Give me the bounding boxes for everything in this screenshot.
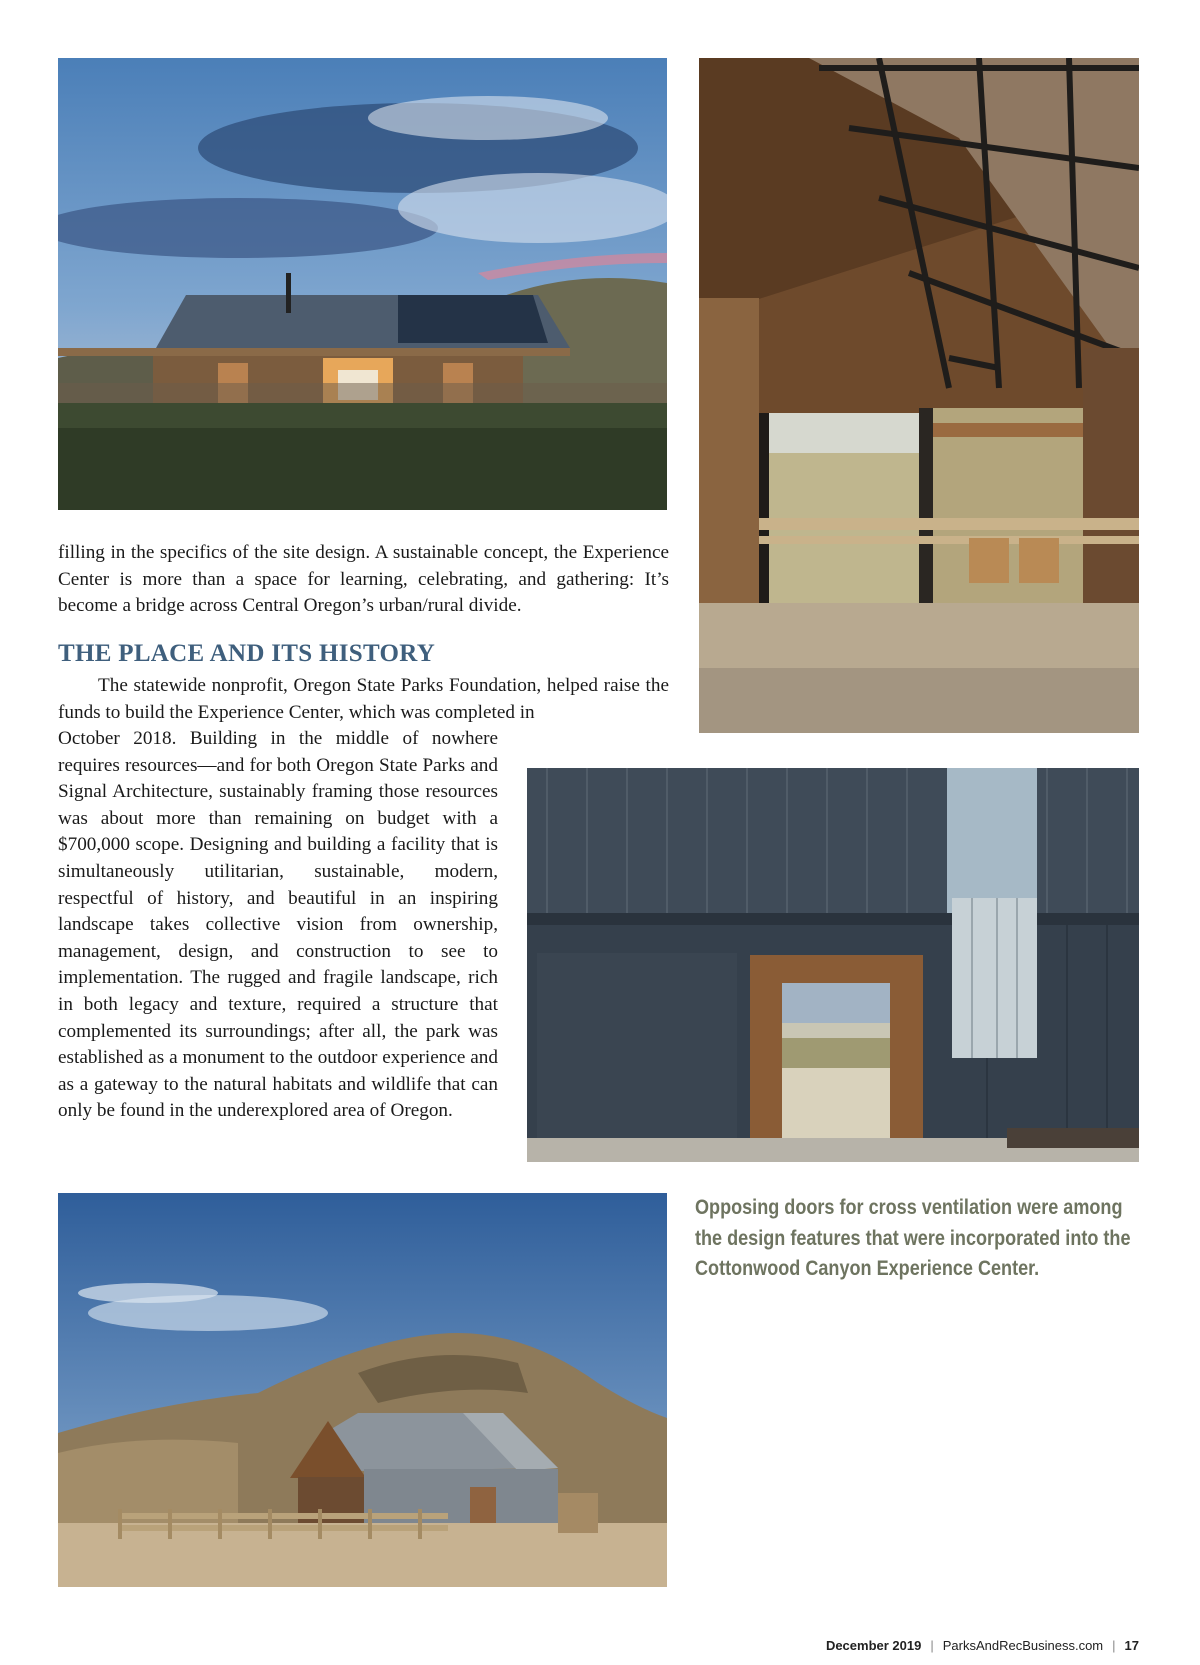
photo-barn-at-dusk [58, 58, 667, 510]
footer-separator: | [930, 1638, 934, 1653]
history-paragraph-wide: The statewide nonprofit, Oregon State Parks Foundation, helped raise the funds to build the Experience Center, which was completed in [58, 675, 669, 723]
page-footer [826, 1638, 1139, 1653]
intro-paragraph: filling in the specifics of the site design. A sustainable concept, the Experience Center is more than a space for learning, celebrating, and gathering: It’s become a bridge across Central Oregon’s urban/rural divide. [58, 542, 669, 617]
photo-exterior-door [527, 768, 1139, 1162]
footer-separator: | [1112, 1638, 1116, 1653]
photo-interior-glass-door [699, 58, 1139, 733]
photo-caption: Opposing doors for cross ventilation were among the design features that were incorporated into the Cottonwood Canyon Experience Center. [695, 1196, 1131, 1280]
footer-date: December 2019 [825, 1638, 922, 1653]
photo-barn-in-canyon [58, 1193, 667, 1587]
page-number: 17 [1124, 1638, 1139, 1653]
footer-site: ParksAndRecBusiness.com [942, 1638, 1104, 1653]
history-paragraph-narrow: October 2018. Building in the middle of nowhere requires resources—and for both Oregon State Parks and Signal Architecture, sustainably framing those resources was about more than remaining on budget with a $700,000 scope. Designing and building a facility that is simultaneously utilitarian, sustainable, modern, respectful of history, and beautiful in an inspiring landscape takes collective vision from ownership, management, design, and construction to see to implementation. The rugged and fragile landscape, rich in both legacy and texture, required a structure that complemented its surroundings; after all, the park was established as a monument to the outdoor experience and as a gateway to the natural habitats and wildlife that can only be found in the underexplored area of Oregon. [58, 728, 498, 1122]
section-heading: THE PLACE AND ITS HISTORY [58, 640, 436, 667]
